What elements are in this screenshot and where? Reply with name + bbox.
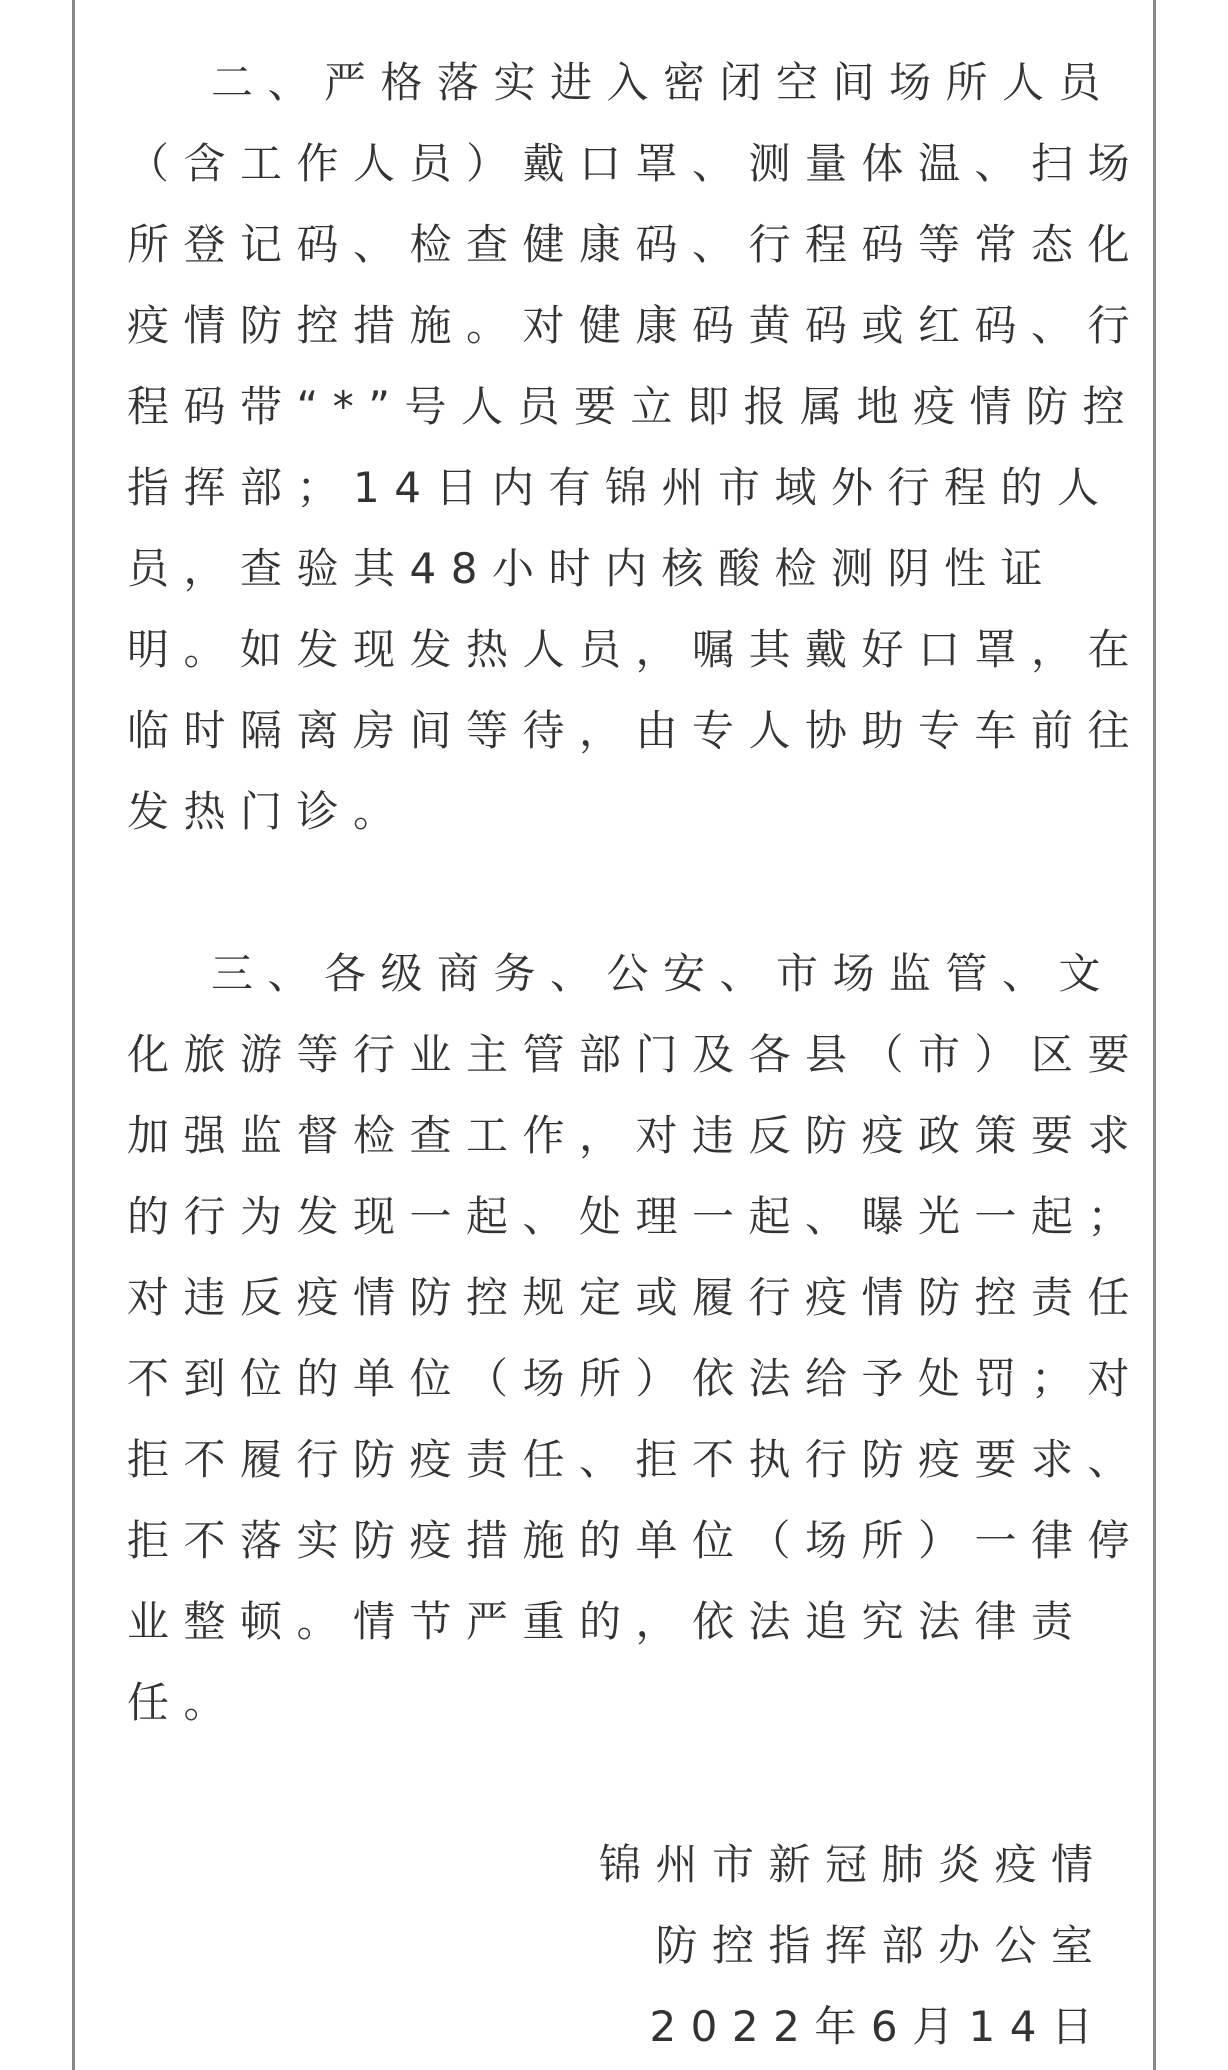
paragraph-line: （含工作人员）戴口罩、测量体温、扫场 [127,139,1145,188]
issuer-name-line-1: 锦州市新冠肺炎疫情 [598,1840,1108,1889]
paragraph-line: 业整顿。情节严重的，依法追究法律责 [127,1597,1088,1646]
paragraph-line: 化旅游等行业主管部门及各县（市）区要 [127,1030,1145,1079]
paragraph-line: 所登记码、检查健康码、行程码等常态化 [127,220,1145,269]
paragraph-section-3 [127,933,1145,1743]
issuer-name-line-2: 防控指挥部办公室 [655,1921,1108,1970]
issue-date: 2022年6月14日 [649,2002,1108,2051]
paragraph-line: 发热门诊。 [127,787,410,836]
paragraph-line: 临时隔离房间等待，由专人协助专车前往 [127,706,1145,755]
page-border-right [1153,0,1156,2070]
paragraph-line: 加强监督检查工作，对违反防疫政策要求 [127,1111,1145,1160]
paragraph-section-2 [127,42,1145,852]
paragraph-line: 疫情防控措施。对健康码黄码或红码、行 [127,301,1145,350]
paragraph-line: 程码带“*”号人员要立即报属地疫情防控 [127,382,1140,431]
paragraph-line: 拒不履行防疫责任、拒不执行防疫要求、 [127,1435,1145,1484]
page-border-left [72,0,75,2070]
paragraph-line: 拒不落实防疫措施的单位（场所）一律停 [127,1516,1145,1565]
notice-document [127,42,1145,2067]
paragraph-line: 对违反疫情防控规定或履行疫情防控责任 [127,1273,1145,1322]
paragraph-line: 指挥部；14日内有锦州市域外行程的人 [127,463,1114,512]
paragraph-line: 的行为发现一起、处理一起、曝光一起； [127,1192,1145,1241]
paragraph-line: 明。如发现发热人员，嘱其戴好口罩，在 [127,625,1145,674]
signature-block [127,1824,1108,2067]
paragraph-line: 员，查验其48小时内核酸检测阴性证 [127,544,1057,593]
paragraph-line: 不到位的单位（场所）依法给予处罚；对 [127,1354,1145,1403]
paragraph-line: 二、严格落实进入密闭空间场所人员 [211,58,1116,107]
paragraph-line: 三、各级商务、公安、市场监管、文 [211,949,1116,998]
paragraph-line: 任。 [127,1678,241,1727]
